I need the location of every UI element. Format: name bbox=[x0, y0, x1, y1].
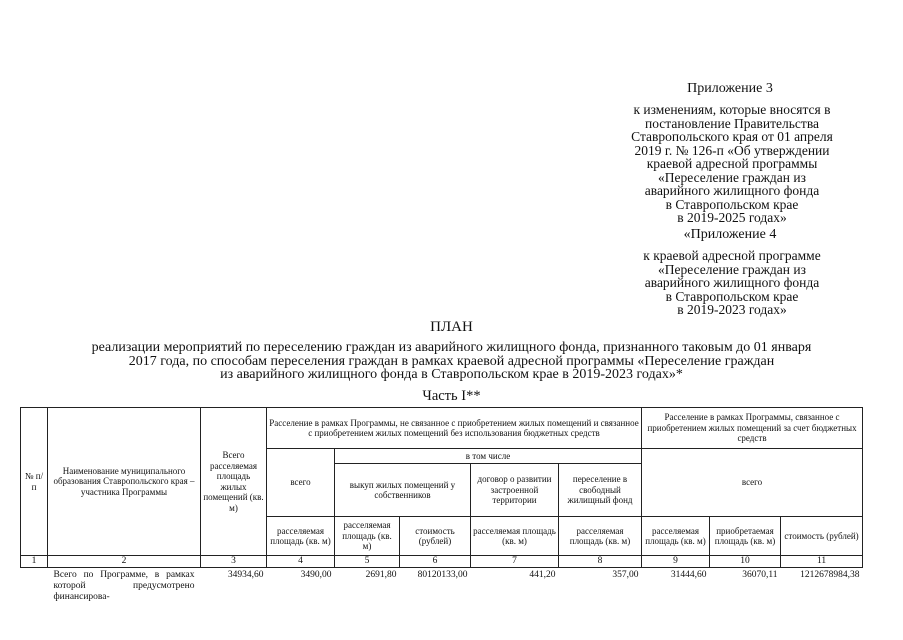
appendix-3-body bbox=[612, 103, 852, 225]
header-area-acquired: приобретаемая площадь (кв. м) bbox=[710, 517, 781, 556]
row-contract-area: 441,20 bbox=[529, 570, 556, 580]
row-buyout-cost: 80120133,00 bbox=[417, 570, 468, 580]
header-cost: стоимость (рублей) bbox=[400, 517, 471, 556]
header-group-budget: Расселение в рамках Программы, связанное с приобретением жилых помещений за счет бюджетных средств bbox=[642, 408, 863, 449]
header-area-relocated: расселяемая площадь (кв. м) bbox=[267, 517, 335, 556]
column-number: 11 bbox=[781, 556, 863, 568]
appendix-3-line: Ставропольского края от 01 апреля bbox=[631, 129, 833, 144]
column-number: 3 bbox=[201, 556, 267, 568]
header-name: Наименование муниципального образования Ставропольского края – участника Программы bbox=[48, 408, 201, 556]
row-total-area: 34934,60 bbox=[227, 570, 264, 580]
header-free-fund: переселение в свободный жилищный фонд bbox=[559, 464, 642, 517]
header-area-relocated: расселяемая площадь (кв. м) bbox=[559, 517, 642, 556]
column-number: 7 bbox=[471, 556, 559, 568]
appendix-3-line: 2019 г. № 126-п «Об утверждении bbox=[634, 142, 830, 158]
row-buyout-area: 2691,80 bbox=[365, 570, 397, 580]
appendix-3-line: «Переселение граждан из bbox=[658, 169, 806, 185]
column-number: 1 bbox=[21, 556, 48, 568]
part-title: Часть I** bbox=[422, 388, 481, 404]
appendix-4-line: к краевой адресной программе bbox=[643, 248, 821, 263]
appendix-4-body bbox=[612, 249, 852, 317]
column-number: 6 bbox=[400, 556, 471, 568]
header-area-relocated: расселяемая площадь (кв. м) bbox=[335, 517, 400, 556]
plan-subtitle bbox=[30, 341, 873, 382]
header-contract: договор о развитии застроенной территории bbox=[471, 464, 559, 517]
row-name: Всего по Программе, в рамках которой предусмотрено финансирова- bbox=[53, 570, 195, 602]
row-cost: 1212678984,38 bbox=[800, 570, 860, 580]
row-num bbox=[21, 568, 48, 605]
appendix-4-line: «Переселение граждан из bbox=[658, 261, 806, 277]
plan-subtitle-line: из аварийного жилищного фонда в Ставропольском крае в 2019-2023 годах»* bbox=[220, 367, 683, 382]
appendix-3-line: к изменениям, которые вносятся в bbox=[633, 102, 831, 117]
header-total-budget: всего bbox=[642, 449, 863, 517]
column-number: 5 bbox=[335, 556, 400, 568]
appendix-4-line: в Ставропольском крае bbox=[665, 288, 799, 304]
plan-subtitle-line: реализации мероприятий по переселению граждан из аварийного жилищного фонда, признанного таковым до 01 января bbox=[91, 340, 812, 355]
column-number: 2 bbox=[48, 556, 201, 568]
appendix-3-title: Приложение 3 bbox=[687, 81, 773, 96]
row-budget-area: 31444,60 bbox=[670, 570, 707, 580]
appendix-4-line: аварийного жилищного фонда bbox=[644, 275, 820, 290]
appendix-3-line: в 2019-2025 годах» bbox=[677, 210, 787, 225]
header-total-area: Всего расселяемая площадь жилых помещений (кв. м) bbox=[201, 408, 267, 556]
column-number: 8 bbox=[559, 556, 642, 568]
header-total: всего bbox=[267, 449, 335, 517]
header-including: в том числе bbox=[335, 449, 642, 464]
header-num: № п/п bbox=[21, 408, 48, 556]
header-group-no-budget: Расселение в рамках Программы, не связанное с приобретением жилых помещений и связанное с приобретением жилых помещений без использования бюджетных средств bbox=[267, 408, 642, 449]
appendix-4-line: в 2019-2023 годах» bbox=[677, 302, 787, 317]
plan-subtitle-line: 2017 года, по способам переселения граждан в рамках краевой адресной программы «Переселение граждан bbox=[128, 353, 775, 369]
appendix-3-line: в Ставропольском крае bbox=[665, 196, 799, 212]
header-buyout: выкуп жилых помещений у собственников bbox=[335, 464, 471, 517]
plan-table bbox=[20, 407, 863, 604]
appendix-4-title: «Приложение 4 bbox=[683, 227, 777, 242]
appendix-3-line: постановление Правительства bbox=[644, 115, 820, 131]
row-free-fund-area: 357,00 bbox=[612, 570, 639, 580]
header-area-relocated: расселяемая площадь (кв. м) bbox=[642, 517, 710, 556]
header-cost: стоимость (рублей) bbox=[781, 517, 863, 556]
column-number: 10 bbox=[710, 556, 781, 568]
row-total: 3490,00 bbox=[300, 570, 332, 580]
row-acquired-area: 36070,11 bbox=[742, 570, 778, 580]
appendix-3-line: аварийного жилищного фонда bbox=[644, 183, 820, 198]
plan-title: ПЛАН bbox=[430, 319, 473, 335]
column-number: 9 bbox=[642, 556, 710, 568]
header-area-relocated: расселяемая площадь (кв. м) bbox=[471, 517, 559, 556]
table-row bbox=[21, 568, 863, 605]
column-number: 4 bbox=[267, 556, 335, 568]
appendix-3-line: краевой адресной программы bbox=[646, 156, 818, 171]
